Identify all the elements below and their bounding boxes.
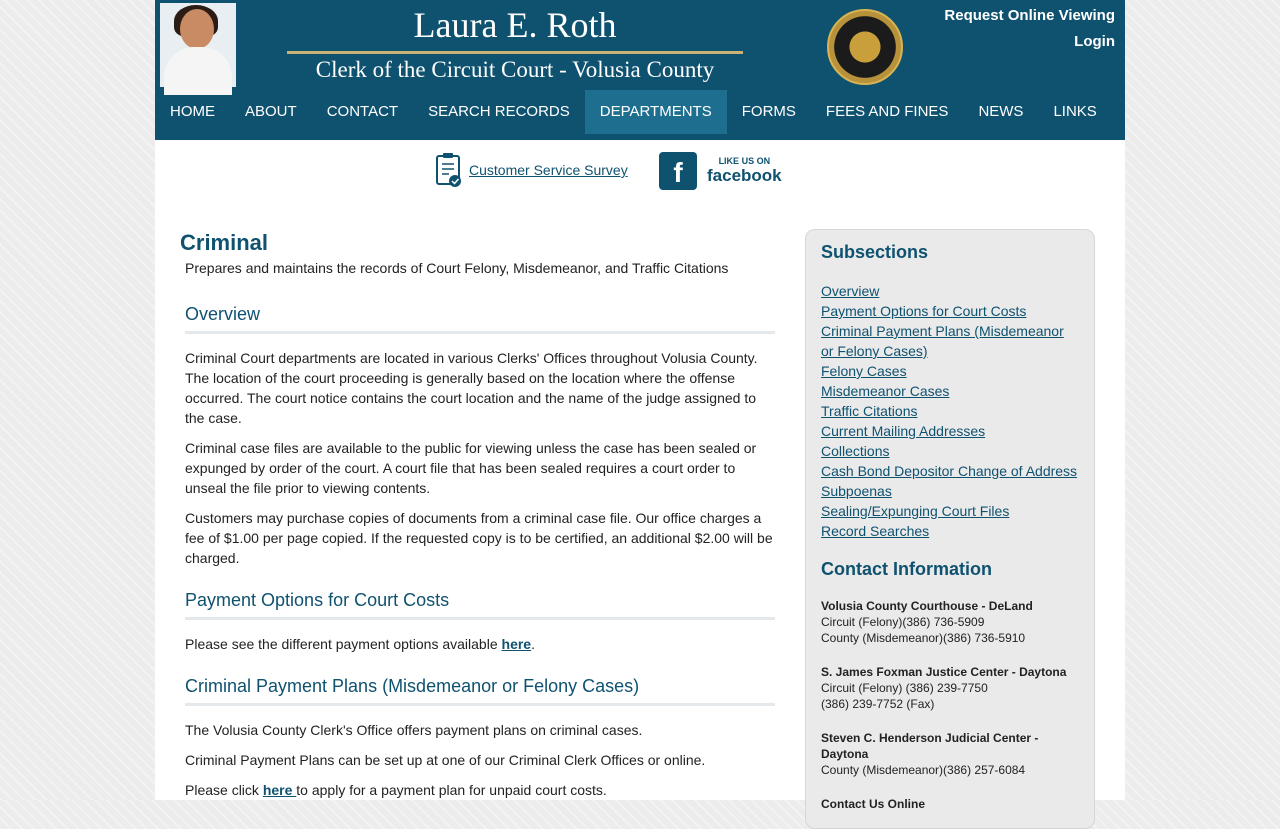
payment-plans-heading: Criminal Payment Plans (Misdemeanor or Felony Cases) <box>185 676 775 706</box>
contact-online <box>821 796 1079 812</box>
facebook-link[interactable] <box>659 152 782 190</box>
clerk-subtitle: Clerk of the Circuit Court - Volusia County <box>315 57 715 82</box>
payment-plans-click-text: Please click <box>185 782 263 798</box>
subsection-link-subpoenas[interactable]: Subpoenas <box>821 483 892 499</box>
contact-location: Steven C. Henderson Judicial Center - Daytona <box>821 731 1039 761</box>
page-intro: Prepares and maintains the records of Court Felony, Misdemeanor, and Traffic Citations <box>185 260 729 276</box>
facebook-icon: f <box>659 152 697 190</box>
nav-contact[interactable]: CONTACT <box>326 103 399 120</box>
nav-forms[interactable]: FORMS <box>741 103 796 120</box>
county-seal-icon <box>827 9 903 85</box>
top-links <box>944 3 1115 55</box>
overview-section <box>185 304 775 568</box>
nav-home[interactable]: HOME <box>170 103 215 120</box>
payment-options-heading: Payment Options for Court Costs <box>185 590 775 620</box>
nav-departments[interactable]: DEPARTMENTS <box>585 90 727 134</box>
contact-phone: County (Misdemeanor)(386) 257-6084 <box>821 763 1026 777</box>
nav-search-records[interactable]: SEARCH RECORDS <box>428 103 570 120</box>
social-bar <box>155 140 1125 200</box>
request-online-viewing-link[interactable]: Request Online Viewing <box>944 7 1115 24</box>
contact-phone: Circuit (Felony)(386) 736-5909 <box>821 615 985 629</box>
clipboard-check-icon <box>435 152 463 188</box>
facebook-name: facebook <box>707 166 782 185</box>
nav-fees-and-fines[interactable]: FEES AND FINES <box>825 103 949 120</box>
payment-plans-paragraph: Criminal Payment Plans can be set up at one of our Criminal Clerk Offices or online. <box>185 752 706 768</box>
payment-plans-paragraph <box>185 780 775 800</box>
contact-block <box>821 664 1079 712</box>
payment-plans-paragraph: The Volusia County Clerk's Office offers payment plans on criminal cases. <box>185 722 643 738</box>
nav-about[interactable]: ABOUT <box>245 103 297 120</box>
contact-location: S. James Foxman Justice Center - Daytona <box>821 665 1067 679</box>
clerk-photo <box>160 3 236 87</box>
nav-news[interactable]: NEWS <box>978 103 1024 120</box>
subsection-link-cash-bond[interactable]: Cash Bond Depositor Change of Address <box>821 463 1078 479</box>
site-header <box>155 0 1125 90</box>
payment-options-period: . <box>531 636 535 652</box>
contact-fax: (386) 239-7752 (Fax) <box>821 697 935 711</box>
subsection-link-record-searches[interactable]: Record Searches <box>821 523 930 539</box>
main-content <box>180 230 775 822</box>
overview-paragraph: Customers may purchase copies of documents from a criminal case file. Our office charges a fee of $1.00 per page copied. If the requested copy is to be certified, an additional $2.00 will be charged. <box>185 510 773 566</box>
subsection-link-traffic[interactable]: Traffic Citations <box>821 403 918 419</box>
customer-survey-link[interactable] <box>435 152 628 188</box>
overview-paragraph: Criminal case files are available to the public for viewing unless the case has been sealed or expunged by order of the court. A court file that has been sealed requires a court order to unseal the file prior to viewing contents. <box>185 440 757 496</box>
subsection-link-sealing[interactable]: Sealing/Expunging Court Files <box>821 503 1010 519</box>
payment-options-here-link[interactable]: here <box>501 636 532 652</box>
contact-location: Volusia County Courthouse - DeLand <box>821 599 1033 613</box>
main-nav <box>155 90 1125 140</box>
subsections-list <box>821 281 1079 541</box>
payment-plans-here-link[interactable]: here <box>262 782 297 798</box>
contact-block <box>821 730 1079 778</box>
sidebar <box>805 229 1095 829</box>
facebook-like-text: LIKE US ON <box>718 156 771 166</box>
nav-links[interactable]: LINKS <box>1053 103 1097 120</box>
subsection-link-misdemeanor[interactable]: Misdemeanor Cases <box>821 383 950 399</box>
contact-block <box>821 598 1079 646</box>
contact-info-heading: Contact Information <box>821 559 992 579</box>
login-link[interactable]: Login <box>1074 33 1115 50</box>
contact-phone: County (Misdemeanor)(386) 736-5910 <box>821 631 1026 645</box>
clerk-name: Laura E. Roth <box>413 5 617 45</box>
payment-options-sentence: Please see the different payment options available <box>185 636 502 652</box>
subsection-link-felony[interactable]: Felony Cases <box>821 363 907 379</box>
overview-paragraph: Criminal Court departments are located in various Clerks' Offices throughout Volusia County. The location of the court proceeding is generally based on the location where the offense occurred. The court notice contains the court location and the name of the judge assigned to the case. <box>185 350 758 426</box>
overview-heading: Overview <box>185 304 775 334</box>
title-divider <box>287 51 743 54</box>
contact-online-heading: Contact Us Online <box>821 797 926 811</box>
subsection-link-overview[interactable]: Overview <box>821 283 880 299</box>
payment-options-section <box>185 590 775 654</box>
payment-options-text <box>185 634 775 654</box>
page-wrapper <box>155 0 1125 811</box>
subsection-link-mailing[interactable]: Current Mailing Addresses <box>821 423 986 439</box>
survey-label: Customer Service Survey <box>469 162 628 178</box>
contact-phone: Circuit (Felony) (386) 239-7750 <box>821 681 988 695</box>
subsections-heading: Subsections <box>821 242 929 262</box>
subsection-link-payment-options[interactable]: Payment Options for Court Costs <box>821 303 1027 319</box>
subsection-link-payment-plans[interactable]: Criminal Payment Plans (Misdemeanor or Felony Cases) <box>821 323 1064 359</box>
payment-plans-apply-text: to apply for a payment plan for unpaid court costs. <box>296 782 607 798</box>
payment-plans-section <box>185 676 775 800</box>
page-title: Criminal <box>180 230 269 255</box>
subsection-link-collections[interactable]: Collections <box>821 443 890 459</box>
